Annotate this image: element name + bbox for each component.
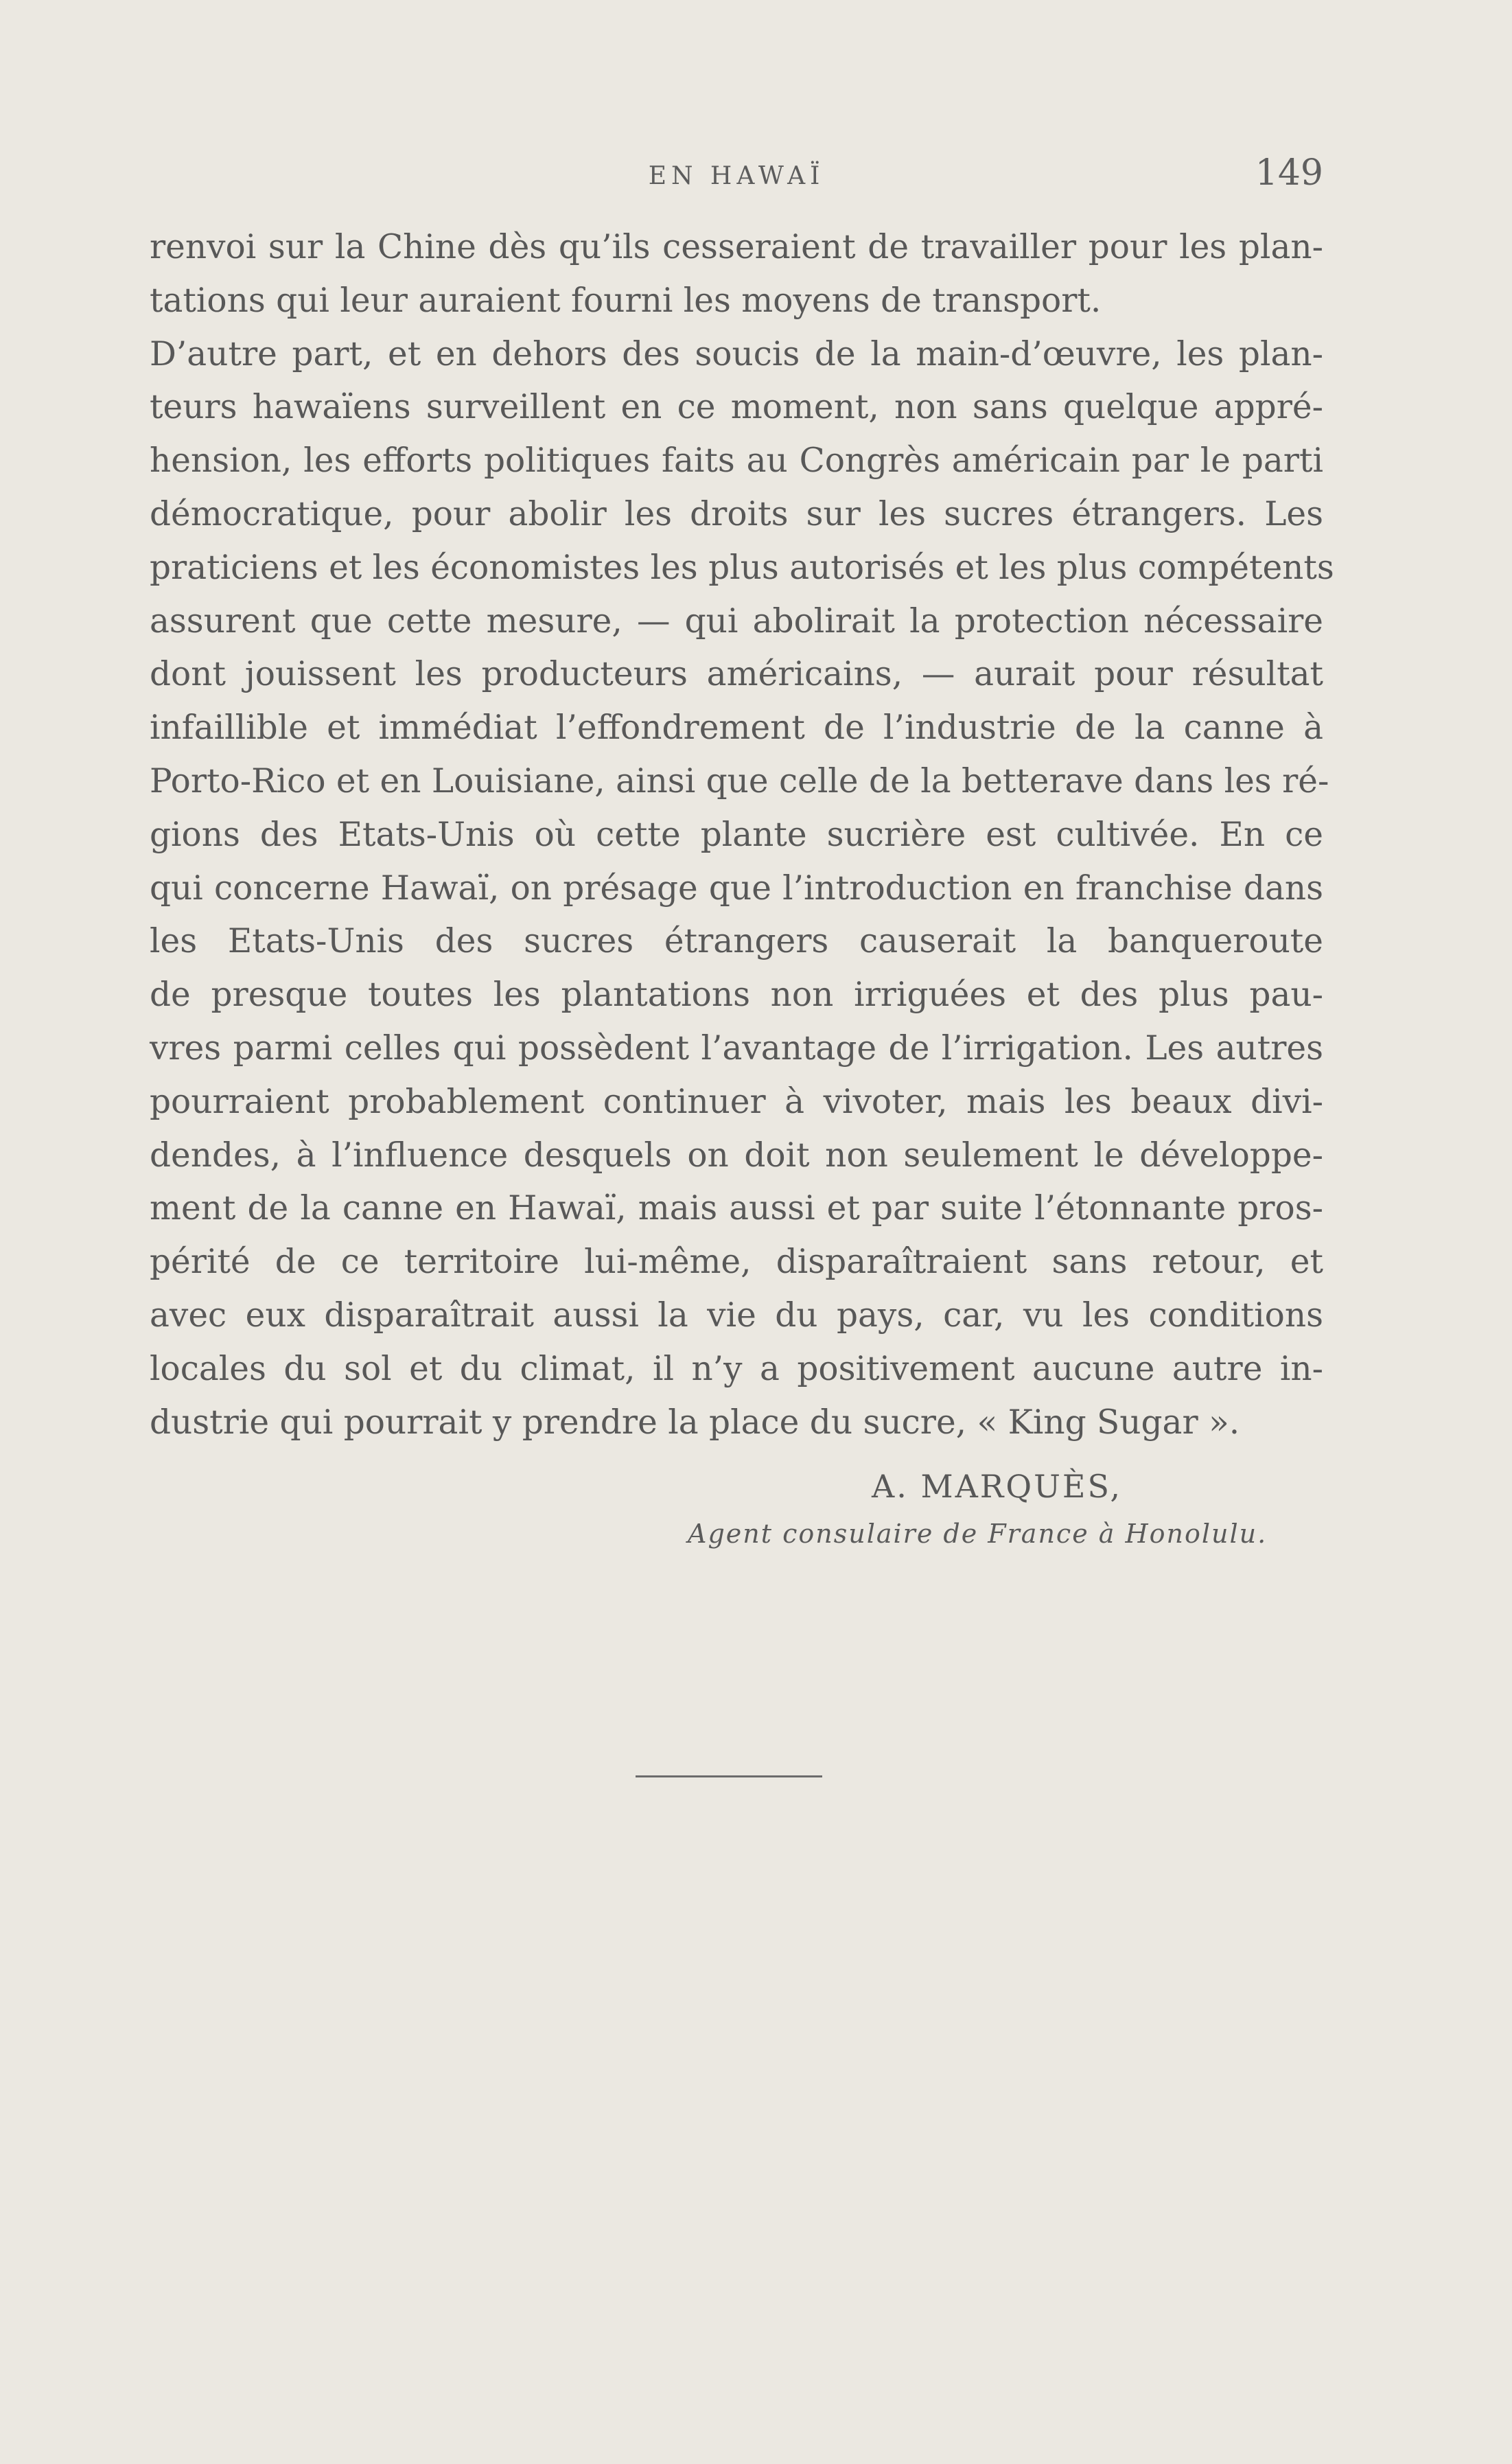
text-line: tations qui leur auraient fourni les moyens de transport. [150, 281, 1102, 320]
text-line: qui concerne Hawaï, on présage que l’introduction en franchise dans [150, 868, 1323, 908]
text-line: ment de la canne en Hawaï, mais aussi et par suite l’étonnante pros- [150, 1189, 1323, 1228]
text-line: renvoi sur la Chine dès qu’ils cesseraient de travailler pour les plan- [150, 228, 1323, 266]
text-line: locales du sol et du climat, il n’y a positivement aucune autre in- [150, 1349, 1323, 1388]
running-title: EN HAWAÏ [648, 162, 825, 190]
text-line: praticiens et les économistes les plus autorisés et les plus compétents [150, 548, 1334, 587]
text-line: de presque toutes les plantations non irriguées et des plus pau- [150, 976, 1323, 1015]
text-line: infaillible et immédiat l’effondrement de l’industrie de la canne à [150, 709, 1323, 748]
text-line: avec eux disparaîtrait aussi la vie du pays, car, vu les conditions [150, 1296, 1323, 1335]
signature-name: A. MARQUÈS, [872, 1468, 1122, 1505]
text-line: Porto-Rico et en Louisiane, ainsi que celle de la betterave dans les ré- [150, 761, 1329, 801]
text-line: les Etats-Unis des sucres étrangers causerait la banqueroute [150, 922, 1323, 961]
running-head [150, 152, 1323, 200]
text-line: teurs hawaïens surveillent en ce moment, non sans quelque appré- [150, 388, 1323, 427]
text-line: gions des Etats-Unis où cette plante sucrière est cultivée. En ce [150, 815, 1323, 854]
body-text [150, 221, 1334, 1449]
text-line: dustrie qui pourrait y prendre la place du sucre, « King Sugar ». [150, 1403, 1240, 1442]
text-line: pourraient probablement continuer à vivoter, mais les beaux divi- [150, 1082, 1323, 1121]
text-line: démocratique, pour abolir les droits sur les sucres étrangers. Les [150, 494, 1323, 533]
page-number: 149 [1255, 152, 1323, 194]
signature-title: Agent consulaire de France à Honolulu. [688, 1519, 1268, 1549]
text-line: D’autre part, et en dehors des soucis de la main-d’œuvre, les plan- [150, 334, 1323, 373]
text-line: hension, les efforts politiques faits au Congrès américain par le parti [150, 441, 1323, 481]
text-line: vres parmi celles qui possèdent l’avantage de l’irrigation. Les autres [150, 1028, 1323, 1068]
text-line: dendes, à l’influence desquels on doit non seulement le développe- [150, 1136, 1323, 1175]
text-line: dont jouissent les producteurs américains, — aurait pour résultat [150, 655, 1323, 694]
closing-rule [636, 1775, 822, 1777]
text-line: périté de ce territoire lui-même, disparaîtraient sans retour, et [150, 1243, 1323, 1282]
text-line: assurent que cette mesure, — qui abolirait la protection nécessaire [150, 601, 1323, 641]
